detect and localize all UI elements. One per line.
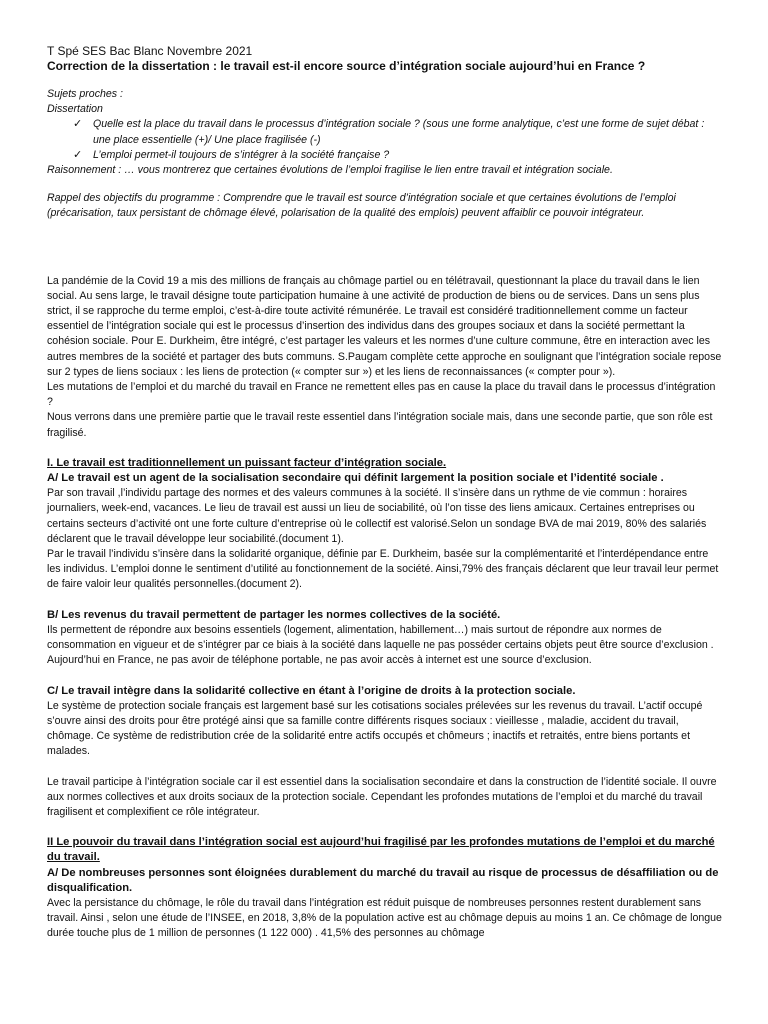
checkmark-icon: ✓ [73, 148, 83, 161]
list-item [47, 117, 723, 147]
part1-a-heading: A/ Le travail est un agent de la socialisation secondaire qui définit largement la position sociale et l’identité sociale . [47, 472, 664, 485]
document-body [47, 44, 723, 942]
doc-subtitle: T Spé SES Bac Blanc Novembre 2021 [47, 44, 253, 58]
part2-heading: II Le pouvoir du travail dans l’intégration social est aujourd’hui fragilisé par les profondes mutations de l’emploi et du marché du travail. [47, 836, 715, 864]
part1-b-heading: B/ Les revenus du travail permettent de partager les normes collectives de la société. [47, 608, 501, 621]
raisonnement-note: Raisonnement : … vous montrerez que certaines évolutions de l’emploi fragilise le lien entre travail et intégration sociale. [47, 164, 613, 177]
part2-a-paragraph: Avec la persistance du chômage, le rôle du travail dans l’intégration est réduit puisque de nombreuses personnes restent durablement sans travail. Ainsi , selon une étude de l’INSEE, en 2018, 3,8% de la population active est au chômage depuis au moins 1 an. Ce chômage de longue durée touche plus de 1 million de personnes (1 122 000) . 41,5% des personnes au chômage [47, 896, 722, 940]
part1-heading: I. Le travail est traditionnellement un puissant facteur d’intégration sociale. [47, 456, 447, 469]
list-item-text: Quelle est la place du travail dans le processus d’intégration sociale ? (sous une forme analytique, c’est une forme de sujet débat : une place essentielle (+)/ Une place fragilisée (-) [93, 118, 705, 146]
plan-paragraph: Nous verrons dans une première partie que le travail reste essentiel dans l’intégration sociale mais, dans une seconde partie, que son rôle est fragilisé. [47, 411, 713, 439]
list-item-text: L’emploi permet-il toujours de s’intégrer à la société française ? [93, 148, 390, 161]
problematic-paragraph: Les mutations de l’emploi et du marché du travail en France ne remettent elles pas en cause la place du travail dans le processus d’intégration ? [47, 381, 716, 409]
part1-b-paragraph: Ils permettent de répondre aux besoins essentiels (logement, alimentation, habillement…) mais surtout de répondre aux normes de consommation en vigueur et de s’intégrer par ce biais à la société dans laquelle ne pas posséder certains objets peut être source d’exclusion . Aujourd’hui en France, ne pas avoir de téléphone portable, ne pas avoir accès à internet est une source d’exclusion. [47, 623, 714, 667]
doc-title: Correction de la dissertation : le travail est-il encore source d’intégration sociale aujourd’hui en France ? [47, 59, 646, 73]
sujets-label: Sujets proches : [47, 88, 123, 100]
part1-transition: Le travail participe à l’intégration sociale car il est essentiel dans la socialisation secondaire et dans la construction de l’identité sociale. Il ouvre aux normes collectives et aux droits sociaux de la protection sociale. Cependant les profondes mutations de l’emploi et du marché du travail fragilisent et complexifient ce rôle intégrateur. [47, 775, 717, 818]
part1-a-paragraph: Par son travail ,l’individu partage des normes et des valeurs communes à la société. Il s’insère dans un rythme de vie commun : horaires journaliers, week-end, vacances. Le lieu de travail est aussi un lieu de sociabilité, où l’on tisse des liens amicaux. Certaines entreprises ou certains secteurs d’activité ont une forte culture d’entreprise où le collectif est valorisé.Selon un sondage BVA de mai 2019, 80% des salariés déclarent que le travail développe leur sociabilité.(document 1). [47, 487, 707, 545]
dissertation-label: Dissertation [47, 103, 103, 116]
part2-a-heading: A/ De nombreuses personnes sont éloignées durablement du marché du travail au risque de processus de désaffiliation ou de disqualification. [47, 866, 719, 894]
intro-paragraph: La pandémie de la Covid 19 a mis des millions de français au chômage partiel ou en télétravail, questionnant la place du travail dans le lien social. Au sens large, le travail désigne toute participation humaine à une activité de production de biens ou de services. Dans un sens plus strict, il se rapproche du terme emploi, c’est-à-dire toute activité rémunérée. Le travail est considéré traditionnellement comme un facteur essentiel de l’intégration sociale qui est le processus d’insertion des individus dans des groupes sociaux et dans la société permettant la cohésion sociale. Pour E. Durkheim, être intégré, c’est partager les valeurs et les normes d’une culture commune, être en interaction avec les autres membres de la société et partager des buts communs. S.Paugam complète cette approche en soulignant que l’intégration sociale repose sur 2 types de liens sociaux : les liens de protection (« compter sur ») et les liens de reconnaissances (« compter pour »). [47, 274, 722, 378]
programme-reminder: Rappel des objectifs du programme : Comprendre que le travail est source d’intégration sociale et que certaines évolutions de l’emploi (précarisation, taux persistant de chômage élevé, polarisation de la qualité des emplois) peuvent affaiblir ce pouvoir intégrateur. [47, 192, 676, 220]
part1-a-paragraph: Par le travail l’individu s’insère dans la solidarité organique, définie par E. Durkheim, basée sur la complémentarité et l’interdépendance entre les individus. L’emploi donne le sentiment d’utilité au fonctionnement de la société. Ainsi,79% des français déclarent que leur travail leur permet de faire valoir leur qualités personnelles.(document 2). [47, 548, 719, 591]
checkmark-icon: ✓ [73, 118, 83, 131]
subject-list [47, 117, 723, 163]
part1-c-paragraph: Le système de protection sociale français est largement basé sur les cotisations sociales prélevées sur les revenus du travail. L’actif occupé s’ouvre ainsi des droits pour être protégé ainsi que sa famille contre différents risques sociaux : vieillesse , maladie, accident du travail, chômage. Ce système de redistribution crée de la solidarité entre actifs occupés et chômeurs ; inactifs et retraités, entre biens portants et malades. [47, 699, 703, 758]
list-item [47, 148, 723, 163]
part1-c-heading: C/ Le travail intègre dans la solidarité collective en étant à l’origine de droits à la protection sociale. [47, 684, 576, 697]
